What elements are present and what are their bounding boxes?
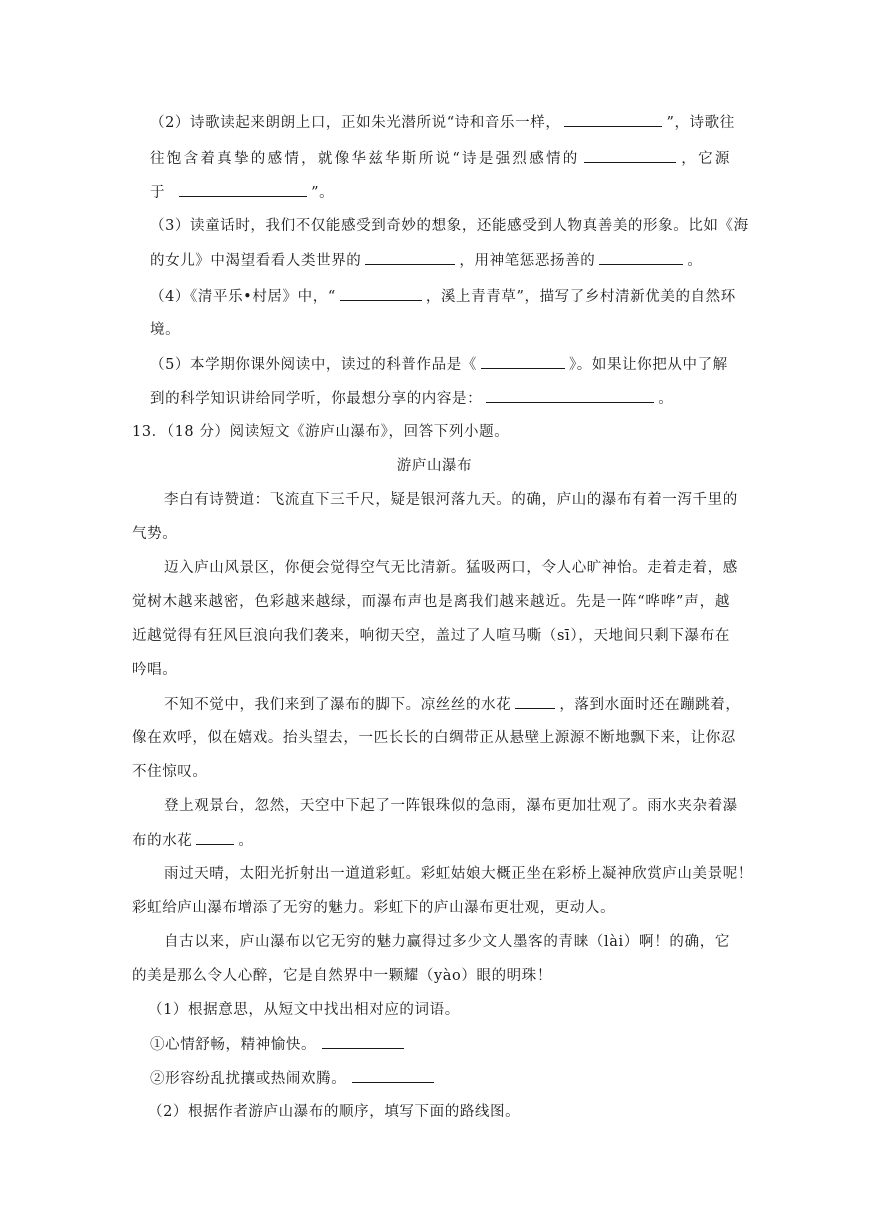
passage-p1-line2: 气势。 bbox=[132, 526, 178, 542]
passage-p2-line1: 迈入庐山风景区，你便会觉得空气无比清新。猛吸两口，令人心旷神怡。走着走着，感 bbox=[164, 560, 738, 576]
q12-3-line1: （3）读童话时，我们不仅能感受到奇妙的想象，还能感受到人物真善美的形象。比如《海 bbox=[150, 218, 749, 234]
passage-p3-line1: 不知不觉中，我们来到了瀑布的脚下。凉丝丝的水花 ，落到水面时还在蹦跳着， bbox=[164, 694, 730, 715]
q12-2-line1: （2）诗歌读起来朗朗上口，正如朱光潜所说“诗和音乐一样， ”，诗歌往 bbox=[150, 112, 730, 133]
q12-4-line1: （4）《清平乐•村居》中，“ ，溪上青青草”，描写了乡村清新优美的自然环 bbox=[150, 286, 730, 307]
answer-blank[interactable] bbox=[196, 830, 234, 845]
answer-blank[interactable] bbox=[340, 286, 422, 301]
passage-p3-line3: 不住惊叹。 bbox=[132, 764, 208, 780]
q13-1-prompt: （1）根据意思，从短文中找出相对应的词语。 bbox=[148, 1002, 460, 1018]
answer-blank[interactable] bbox=[599, 250, 683, 265]
q13-header: 13．（18 分）阅读短文《游庐山瀑布》，回答下列小题。 bbox=[132, 424, 510, 440]
q12-5-line2: 到的科学知识讲给同学听，你最想分享的内容是： 。 bbox=[150, 388, 730, 409]
answer-blank[interactable] bbox=[481, 354, 565, 369]
q12-2-line2: 往饱含着真挚的感情，就像华兹华斯所说“诗是强烈感情的 ，它源 bbox=[150, 148, 730, 169]
answer-blank[interactable] bbox=[365, 250, 455, 265]
passage-p6-line2: 的美是那么令人心醉，它是自然界中一颗耀（yào）眼的明珠！ bbox=[132, 968, 552, 984]
passage-p2-line4: 吟唱。 bbox=[132, 662, 178, 678]
answer-blank[interactable] bbox=[179, 182, 307, 197]
passage-p4-line2: 布的水花 。 bbox=[132, 830, 712, 851]
passage-p6-line1: 自古以来，庐山瀑布以它无穷的魅力赢得过多少文人墨客的青睐（lài）啊！的确，它 bbox=[164, 934, 730, 950]
q12-5-line1: （5）本学期你课外阅读中，读过的科普作品是《 》。如果让你把从中了解 bbox=[150, 354, 730, 375]
passage-p1-line1: 李白有诗赞道：飞流直下三千尺，疑是银河落九天。的确，庐山的瀑布有着一泻千里的 bbox=[164, 492, 738, 508]
answer-blank[interactable] bbox=[564, 112, 662, 127]
q13-1-item-b: ②形容纷乱扰攘或热闹欢腾。 bbox=[150, 1068, 730, 1089]
passage-p2-line2: 觉树木越来越密，色彩越来越绿，而瀑布声也是离我们越来越近。先是一阵“哗哗”声，越 bbox=[132, 594, 730, 610]
q13-1-item-a: ①心情舒畅，精神愉快。 bbox=[150, 1034, 730, 1055]
q13-2-prompt: （2）根据作者游庐山瀑布的顺序，填写下面的路线图。 bbox=[148, 1104, 521, 1120]
passage-p5-line2: 彩虹给庐山瀑布增添了无穷的魅力。彩虹下的庐山瀑布更壮观，更动人。 bbox=[132, 900, 616, 916]
q12-4-line2: 境。 bbox=[150, 322, 181, 338]
answer-blank[interactable] bbox=[352, 1068, 434, 1083]
answer-blank[interactable] bbox=[515, 694, 555, 709]
answer-blank[interactable] bbox=[322, 1034, 404, 1049]
q12-2-line3: 于 ”。 bbox=[150, 182, 730, 203]
answer-blank[interactable] bbox=[486, 388, 654, 403]
passage-p2-line3: 近越觉得有狂风巨浪向我们袭来，响彻天空，盖过了人喧马嘶（sī），天地间只剩下瀑布在 bbox=[132, 628, 730, 644]
passage-p5-line1: 雨过天晴，太阳光折射出一道道彩虹。彩虹姑娘大概正坐在彩桥上凝神欣赏庐山美景呢！ bbox=[164, 866, 753, 882]
q12-3-line2: 的女儿》中渴望看看人类世界的 ，用神笔惩恶扬善的 。 bbox=[150, 250, 730, 271]
passage-title: 游庐山瀑布 bbox=[396, 458, 473, 474]
passage-p3-line2: 像在欢呼，似在嬉戏。抬头望去，一匹长长的白绸带正从悬壁上源源不断地飘下来，让你忍 bbox=[132, 730, 736, 746]
answer-blank[interactable] bbox=[584, 148, 676, 163]
passage-p4-line1: 登上观景台，忽然，天空中下起了一阵银珠似的急雨，瀑布更加壮观了。雨水夹杂着瀑 bbox=[164, 798, 738, 814]
